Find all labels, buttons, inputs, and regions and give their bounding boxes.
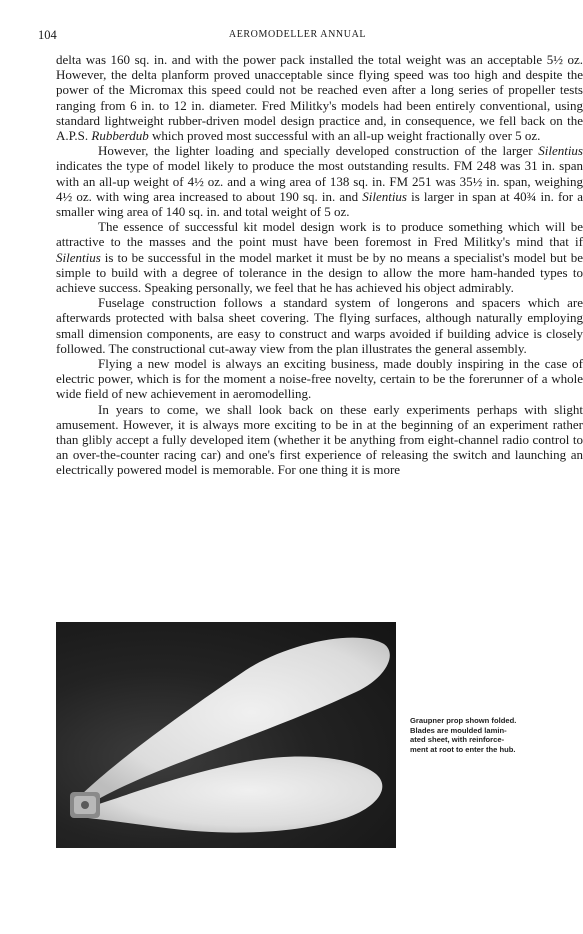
- italic-title: Silentius: [362, 188, 407, 204]
- paragraph-4: [56, 295, 583, 356]
- propeller-hub: [70, 792, 100, 818]
- text-run: Fuselage construction follows a standard system of longerons and spacers which are afterwards protected with balsa sheet covering. The flying surfaces, although naturally employing small dimension components, are easy to construct and warps avoided if building advice is closely followed. The constructional cut-away view from the plan illustrates the general assembly.: [56, 295, 583, 356]
- paragraph-6: [56, 402, 583, 478]
- caption-line: Graupner prop shown folded.: [410, 716, 517, 725]
- text-run: is larger in span at 40¾ in. for a smaller wing area of 140 sq. in. and total weight of 5 oz.: [56, 188, 583, 220]
- text-run: delta was 160 sq. in. and with the power pack installed the total weight was an acceptable 5½ oz. However, the delta planform proved unacceptable since flying speed was too high and despite the power of the Micromax this speed could not be reached even after a long series of propeller tests ranging from 6 in. to 12 in. diameter. Fred Militky's models had been entirely conventional, using standard lightweight rubber-driven model design practice and, in consequence, we fell back on the A.P.S.: [56, 52, 583, 144]
- text-run: In years to come, we shall look back on these early experiments perhaps with slight amusement. However, it is always more exciting to be in at the beginning of an experiment rather than glibly accept a fully developed item (whether it be anything from eight-channel radio control to an over-the-counter racing car) and one's first experience of releasing the switch and launching an electrically powered model is memorable. For one thing it is more: [56, 401, 583, 478]
- caption-line: ated sheet, with reinforce-: [410, 735, 505, 745]
- caption-line: Blades are moulded lamin-: [410, 725, 507, 735]
- italic-title: Silentius: [538, 143, 583, 159]
- paragraph-3: [56, 219, 583, 295]
- running-head-title: AEROMODELLER ANNUAL: [228, 29, 367, 40]
- text-run: which proved most successful with an all-up weight fractionally over 5 oz.: [148, 128, 541, 144]
- running-head: [38, 28, 557, 44]
- paragraph-2: [56, 143, 583, 219]
- body-text: [56, 52, 583, 478]
- italic-title: Silentius: [56, 249, 101, 265]
- text-run: is to be successful in the model market it must be by no means a specialist's model but be simple to build with a degree of tolerance in the design to allow the more ham-handed types to achieve success. Speaking personally, we feel that he has achieved his object admirably.: [56, 249, 583, 296]
- caption-line: ment at root to enter the hub.: [410, 744, 516, 754]
- italic-title: Rubberdub: [91, 128, 149, 144]
- propeller-illustration: [56, 622, 396, 848]
- paragraph-5: [56, 356, 583, 402]
- folded-propeller-photo: [56, 622, 396, 848]
- text-run: Flying a new model is always an exciting business, made doubly inspiring in the case of electric power, which is for the moment a noise-free novelty, certain to be the forerunner of a whole wide field of new achievement in aeromodelling.: [56, 356, 583, 402]
- photo-caption: [410, 716, 580, 754]
- text-run: indicates the type of model likely to produce the most outstanding results. FM 248 was 31 in. span with an all-up weight of 4½ oz. and a wing area of 138 sq. in. FM 251 was 35½ in. span, weighing 4½ oz. with wing area increased to about 190 sq. in. and: [56, 158, 583, 204]
- page-number: 104: [38, 28, 57, 42]
- text-run: However, the lighter loading and specially developed construction of the larger: [98, 143, 539, 159]
- paragraph-1: [56, 52, 583, 143]
- text-run: The essence of successful kit model design work is to produce something which will be attractive to the masses and the point must have been foremost in Fred Militky's mind that if: [56, 219, 583, 250]
